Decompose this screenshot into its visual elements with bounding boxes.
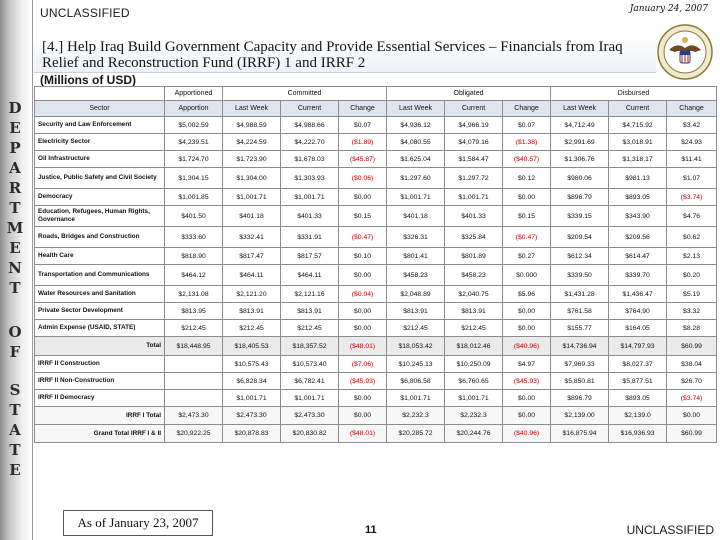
table-row-cell: ($1.38)	[503, 134, 551, 151]
table-row-cell: $0.00	[339, 320, 387, 337]
total-row-cell: $18,053.42	[387, 337, 445, 356]
column-header: Last Week	[551, 101, 609, 117]
table-row-cell: $1,297.72	[445, 168, 503, 189]
column-header: Current	[281, 101, 339, 117]
irrf1-total-row-cell: $0.00	[503, 407, 551, 425]
total-row-cell: $14,797.93	[609, 337, 667, 356]
irrf1-total-row-cell: $2,139.00	[551, 407, 609, 425]
irrf2-row-cell: $5,850.81	[551, 373, 609, 390]
table-row-cell: $1,304.00	[223, 168, 281, 189]
sidebar-letter: A	[9, 159, 21, 177]
irrf2-row-cell: $1,001.71	[387, 390, 445, 407]
table-row-label: Transportation and Communications	[35, 265, 165, 286]
irrf2-row-cell: $6,806.58	[387, 373, 445, 390]
table-row-cell: ($0.47)	[339, 227, 387, 248]
column-header: Current	[445, 101, 503, 117]
table-row-cell: $1,001.71	[223, 189, 281, 206]
column-header: Change	[339, 101, 387, 117]
classification-label-bottom: UNCLASSIFIED	[626, 523, 714, 537]
table-row-cell: $813.91	[281, 303, 339, 320]
grand-total-row-cell: $20,878.83	[223, 425, 281, 443]
irrf2-row-cell: $6,782.41	[281, 373, 339, 390]
table-row-cell: $164.05	[609, 320, 667, 337]
irrf2-row-cell: $10,250.09	[445, 356, 503, 373]
irrf2-row-cell	[165, 356, 223, 373]
irrf2-row-cell	[165, 390, 223, 407]
grand-total-row-cell: $60.99	[667, 425, 717, 443]
irrf2-row-cell	[165, 373, 223, 390]
irrf1-total-row-cell: $2,139.0	[609, 407, 667, 425]
table-row-cell: $212.45	[223, 320, 281, 337]
table-row-cell: $1,001.85	[165, 189, 223, 206]
table-row-cell: $24.93	[667, 134, 717, 151]
grand-total-row	[35, 425, 717, 443]
table-row-cell: $4,988.66	[281, 117, 339, 134]
table-row-cell: ($0.47)	[503, 227, 551, 248]
table-row-cell: $0.12	[503, 168, 551, 189]
irrf2-row-cell: $10,573.40	[281, 356, 339, 373]
irrf1-total-row	[35, 407, 717, 425]
irrf1-total-row-cell: $2,473.30	[223, 407, 281, 425]
table-row-cell: $2,991.69	[551, 134, 609, 151]
table-row-cell: $209.54	[551, 227, 609, 248]
table-row-cell: ($3.74)	[667, 189, 717, 206]
table-row-cell: $2,048.89	[387, 286, 445, 303]
sidebar-letter: E	[9, 461, 21, 479]
table-row-cell: $0.00	[503, 303, 551, 320]
table-row	[35, 151, 717, 168]
table-row-cell: $401.33	[445, 206, 503, 227]
table-row-cell: $1,436.47	[609, 286, 667, 303]
sidebar-letter: T	[9, 441, 21, 459]
total-row-cell: ($48.01)	[339, 337, 387, 356]
total-row-label: Total	[35, 337, 165, 356]
irrf2-row-label: IRRF II Democracy	[35, 390, 165, 407]
table-row-cell: $209.56	[609, 227, 667, 248]
table-row-cell: $614.47	[609, 248, 667, 265]
table-row-cell: $896.79	[551, 189, 609, 206]
irrf2-row-cell: $10,575.43	[223, 356, 281, 373]
table-row-cell: $4,936.12	[387, 117, 445, 134]
table-row-cell: $4,222.70	[281, 134, 339, 151]
table-row-label: Health Care	[35, 248, 165, 265]
table-row-cell: $980.06	[551, 168, 609, 189]
table-row-cell: $8.28	[667, 320, 717, 337]
table-row-cell: $155.77	[551, 320, 609, 337]
table-row-cell: $1,001.71	[387, 189, 445, 206]
table-row-cell: $339.50	[551, 265, 609, 286]
total-row-cell: $60.99	[667, 337, 717, 356]
table-row-cell: $0.10	[339, 248, 387, 265]
table-row-cell: $0.07	[503, 117, 551, 134]
group-disbursed: Disbursed	[551, 87, 717, 101]
table-row-label: Roads, Bridges and Construction	[35, 227, 165, 248]
table-row-cell: $813.91	[387, 303, 445, 320]
total-row-cell: $18,357.52	[281, 337, 339, 356]
irrf1-total-row-label: IRRF I Total	[35, 407, 165, 425]
grand-total-row-cell: $20,922.25	[165, 425, 223, 443]
grand-total-row-cell: $16,875.94	[551, 425, 609, 443]
sidebar-letter: E	[9, 119, 21, 137]
table-row-cell: $212.45	[281, 320, 339, 337]
table-row-cell: $3,018.91	[609, 134, 667, 151]
classification-label-top: UNCLASSIFIED	[40, 6, 130, 20]
table-row-cell: $4,715.92	[609, 117, 667, 134]
table-row-label: Water Resources and Sanitation	[35, 286, 165, 303]
table-row-cell: $4,712.49	[551, 117, 609, 134]
column-header-row	[35, 101, 717, 117]
irrf2-row-cell: $5,877.51	[609, 373, 667, 390]
sidebar-letter: T	[9, 199, 21, 217]
irrf1-total-row-cell: $2,473.30	[165, 407, 223, 425]
table-row-cell: $981.13	[609, 168, 667, 189]
sidebar-divider	[32, 0, 33, 540]
table-row-cell: $0.62	[667, 227, 717, 248]
table-row	[35, 248, 717, 265]
irrf2-row-cell: $1,001.71	[281, 390, 339, 407]
group-apportioned: Apportioned	[165, 87, 223, 101]
table-row	[35, 303, 717, 320]
table-row-label: Education, Refugees, Human Rights, Governance	[35, 206, 165, 227]
sidebar-letter: S	[9, 381, 21, 399]
table-row-cell: $1.07	[667, 168, 717, 189]
sidebar-letter: D	[8, 99, 22, 117]
table-row-label: Security and Law Enforcement	[35, 117, 165, 134]
irrf1-total-row-cell: $0.00	[667, 407, 717, 425]
table-row-label: Admin Expense (USAID, STATE)	[35, 320, 165, 337]
irrf2-row	[35, 373, 717, 390]
irrf1-total-row-cell: $2,232.3	[387, 407, 445, 425]
table-row-cell: $464.11	[281, 265, 339, 286]
table-row	[35, 168, 717, 189]
state-department-seal-icon	[657, 24, 713, 80]
table-row-cell: $343.90	[609, 206, 667, 227]
table-row-cell: $401.50	[165, 206, 223, 227]
table-row-cell: ($45.87)	[339, 151, 387, 168]
table-row-cell: $612.34	[551, 248, 609, 265]
table-row-cell: $813.91	[223, 303, 281, 320]
irrf2-row-cell: $893.05	[609, 390, 667, 407]
table-row-cell: $3.42	[667, 117, 717, 134]
irrf1-total-row-cell: $0.00	[339, 407, 387, 425]
table-row-cell: $331.91	[281, 227, 339, 248]
table-row-cell: $893.05	[609, 189, 667, 206]
header-blank	[35, 87, 165, 101]
table-row-cell: $1,584.47	[445, 151, 503, 168]
irrf1-total-row-cell: $2,232.3	[445, 407, 503, 425]
table-row-cell: $801.89	[445, 248, 503, 265]
date-label: January 24, 2007	[629, 4, 708, 14]
financials-table	[34, 86, 717, 443]
irrf2-row-cell: $1,001.71	[445, 390, 503, 407]
irrf2-row	[35, 356, 717, 373]
page-title: [4.] Help Iraq Build Government Capacity and Provide Essential Services – Financials from Iraq Relief and Reconstruction Fund (IRRF) 1 and IRRF 2	[42, 39, 623, 71]
table-row-cell: $4,966.19	[445, 117, 503, 134]
table-row-cell: $2,131.08	[165, 286, 223, 303]
column-header: Last Week	[223, 101, 281, 117]
table-row-cell: $212.45	[445, 320, 503, 337]
table-row	[35, 227, 717, 248]
table-row-cell: $325.84	[445, 227, 503, 248]
grand-total-row-label: Grand Total IRRF I & II	[35, 425, 165, 443]
total-row-cell: $18,012.46	[445, 337, 503, 356]
table-row-cell: $2,040.75	[445, 286, 503, 303]
table-row-cell: $1,318.17	[609, 151, 667, 168]
table-row-cell: $1,431.28	[551, 286, 609, 303]
total-row-cell: $18,405.53	[223, 337, 281, 356]
table-row-cell: $326.31	[387, 227, 445, 248]
irrf2-row-cell: $4.97	[503, 356, 551, 373]
table-row-cell: $4,080.55	[387, 134, 445, 151]
table-row-label: Oil Infrastructure	[35, 151, 165, 168]
irrf1-total-row-cell: $2,473.30	[281, 407, 339, 425]
table-row-cell: $2,121.20	[223, 286, 281, 303]
irrf2-row-cell: $10,245.13	[387, 356, 445, 373]
irrf2-row-cell: ($45.93)	[339, 373, 387, 390]
table-row	[35, 286, 717, 303]
table-row	[35, 265, 717, 286]
table-row-cell: $1,723.90	[223, 151, 281, 168]
table-row-cell: ($0.06)	[339, 168, 387, 189]
sidebar-letter: E	[9, 239, 21, 257]
grand-total-row-cell: $20,244.76	[445, 425, 503, 443]
table-row-label: Democracy	[35, 189, 165, 206]
irrf2-row-cell: $26.70	[667, 373, 717, 390]
irrf2-row-cell: ($3.74)	[667, 390, 717, 407]
irrf2-row-cell: $8,027.37	[609, 356, 667, 373]
sidebar-letter: T	[9, 401, 21, 419]
grand-total-row-cell: ($40.96)	[503, 425, 551, 443]
table-row	[35, 320, 717, 337]
table-row-cell: $1,001.71	[445, 189, 503, 206]
column-header: Sector	[35, 101, 165, 117]
table-row-cell: $464.12	[165, 265, 223, 286]
table-row-cell: $801.41	[387, 248, 445, 265]
table-row-cell: $4.76	[667, 206, 717, 227]
page-number: 11	[365, 524, 377, 536]
table-row-cell: $1,678.03	[281, 151, 339, 168]
irrf2-row-cell: $38.04	[667, 356, 717, 373]
table-row-cell: $339.70	[609, 265, 667, 286]
table-row-cell: $0.00	[339, 265, 387, 286]
grand-total-row-cell: $20,285.72	[387, 425, 445, 443]
total-row	[35, 337, 717, 356]
column-header: Change	[667, 101, 717, 117]
table-row-cell: $212.45	[165, 320, 223, 337]
irrf2-row-cell: $7,969.33	[551, 356, 609, 373]
irrf2-row-cell: $0.00	[339, 390, 387, 407]
irrf2-row-cell: $896.79	[551, 390, 609, 407]
table-row-cell: $4,988.59	[223, 117, 281, 134]
table-row-cell: $4,224.59	[223, 134, 281, 151]
irrf2-row-cell: $6,760.65	[445, 373, 503, 390]
table-row-cell: $761.58	[551, 303, 609, 320]
sidebar-letter: O	[8, 323, 22, 341]
table-row-cell: $0.00	[339, 189, 387, 206]
table-row-cell: $332.41	[223, 227, 281, 248]
table-row-cell: $813.91	[445, 303, 503, 320]
table-row	[35, 206, 717, 227]
table-row-cell: $401.18	[223, 206, 281, 227]
table-row-cell: $458.23	[387, 265, 445, 286]
table-row-cell: $0.20	[667, 265, 717, 286]
units-label: (Millions of USD)	[40, 73, 136, 87]
sector-rows	[35, 117, 717, 337]
irrf2-row-label: IRRF II Non-Construction	[35, 373, 165, 390]
table-row-cell: $0.27	[503, 248, 551, 265]
irrf2-row-cell: ($7.06)	[339, 356, 387, 373]
table-row	[35, 189, 717, 206]
sidebar-letter: N	[8, 259, 22, 277]
table-row-label: Private Sector Development	[35, 303, 165, 320]
table-row-cell: $0.00	[339, 303, 387, 320]
table-row-cell: $458.23	[445, 265, 503, 286]
table-row-cell: $333.60	[165, 227, 223, 248]
irrf2-row-cell: $0.00	[503, 390, 551, 407]
table-row-cell: $5,002.59	[165, 117, 223, 134]
table-row	[35, 134, 717, 151]
sidebar-letter: A	[9, 421, 21, 439]
as-of-date-box: As of January 23, 2007	[63, 510, 213, 536]
table-row-cell: $464.11	[223, 265, 281, 286]
table-row	[35, 117, 717, 134]
grand-total-row-cell: $16,936.93	[609, 425, 667, 443]
irrf2-row	[35, 390, 717, 407]
table-row-label: Justice, Public Safety and Civil Society	[35, 168, 165, 189]
group-header-row	[35, 87, 717, 101]
table-row-cell: $817.47	[223, 248, 281, 265]
summary-rows	[35, 337, 717, 443]
table-row-cell: $764.90	[609, 303, 667, 320]
table-row-cell: $0.15	[503, 206, 551, 227]
column-header: Current	[609, 101, 667, 117]
table-row-cell: $4,079.16	[445, 134, 503, 151]
table-row-cell: $3.32	[667, 303, 717, 320]
table-row-label: Electricity Sector	[35, 134, 165, 151]
table-row-cell: $401.33	[281, 206, 339, 227]
table-row-cell: $4,239.51	[165, 134, 223, 151]
table-row-cell: $212.45	[387, 320, 445, 337]
sidebar-letter: T	[9, 279, 21, 297]
table-row-cell: $5.96	[503, 286, 551, 303]
table-row-cell: $0.00	[503, 189, 551, 206]
sidebar-letter: R	[8, 179, 22, 197]
column-header: Change	[503, 101, 551, 117]
table-row-cell: $1,304.15	[165, 168, 223, 189]
table-row-cell: $2,121.16	[281, 286, 339, 303]
total-row-cell: $14,736.94	[551, 337, 609, 356]
sidebar-letter: M	[6, 219, 24, 237]
table-row-cell: $1,724.70	[165, 151, 223, 168]
table-row-cell: ($1.89)	[339, 134, 387, 151]
sidebar-letter: F	[9, 343, 21, 361]
irrf2-row-label: IRRF II Construction	[35, 356, 165, 373]
group-obligated: Obligated	[387, 87, 551, 101]
table-row-cell: $401.18	[387, 206, 445, 227]
table-row-cell: $817.57	[281, 248, 339, 265]
column-header: Last Week	[387, 101, 445, 117]
table-row-cell: $0.000	[503, 265, 551, 286]
irrf2-row-cell: $6,828.34	[223, 373, 281, 390]
table-row-cell: $813.95	[165, 303, 223, 320]
grand-total-row-cell: ($48.01)	[339, 425, 387, 443]
irrf2-row-cell: ($45.93)	[503, 373, 551, 390]
table-row-cell: $1,303.93	[281, 168, 339, 189]
table-row-cell: $1,306.76	[551, 151, 609, 168]
table-row-cell: $0.00	[503, 320, 551, 337]
table-row-cell: $5.19	[667, 286, 717, 303]
group-committed: Committed	[223, 87, 387, 101]
total-row-cell: ($40.96)	[503, 337, 551, 356]
table-row-cell: $1,625.04	[387, 151, 445, 168]
table-row-cell: $0.15	[339, 206, 387, 227]
table-row-cell: $1,001.71	[281, 189, 339, 206]
total-row-cell: $18,448.95	[165, 337, 223, 356]
table-row-cell: $11.41	[667, 151, 717, 168]
sidebar-letter: P	[9, 139, 21, 157]
table-row-cell: $0.07	[339, 117, 387, 134]
table-row-cell: ($0.04)	[339, 286, 387, 303]
column-header: Apportion	[165, 101, 223, 117]
table-row-cell: ($40.57)	[503, 151, 551, 168]
grand-total-row-cell: $20,830.82	[281, 425, 339, 443]
table-row-cell: $339.15	[551, 206, 609, 227]
irrf2-row-cell: $1,001.71	[223, 390, 281, 407]
table-row-cell: $1,297.60	[387, 168, 445, 189]
table-row-cell: $818.90	[165, 248, 223, 265]
table-row-cell: $2.13	[667, 248, 717, 265]
